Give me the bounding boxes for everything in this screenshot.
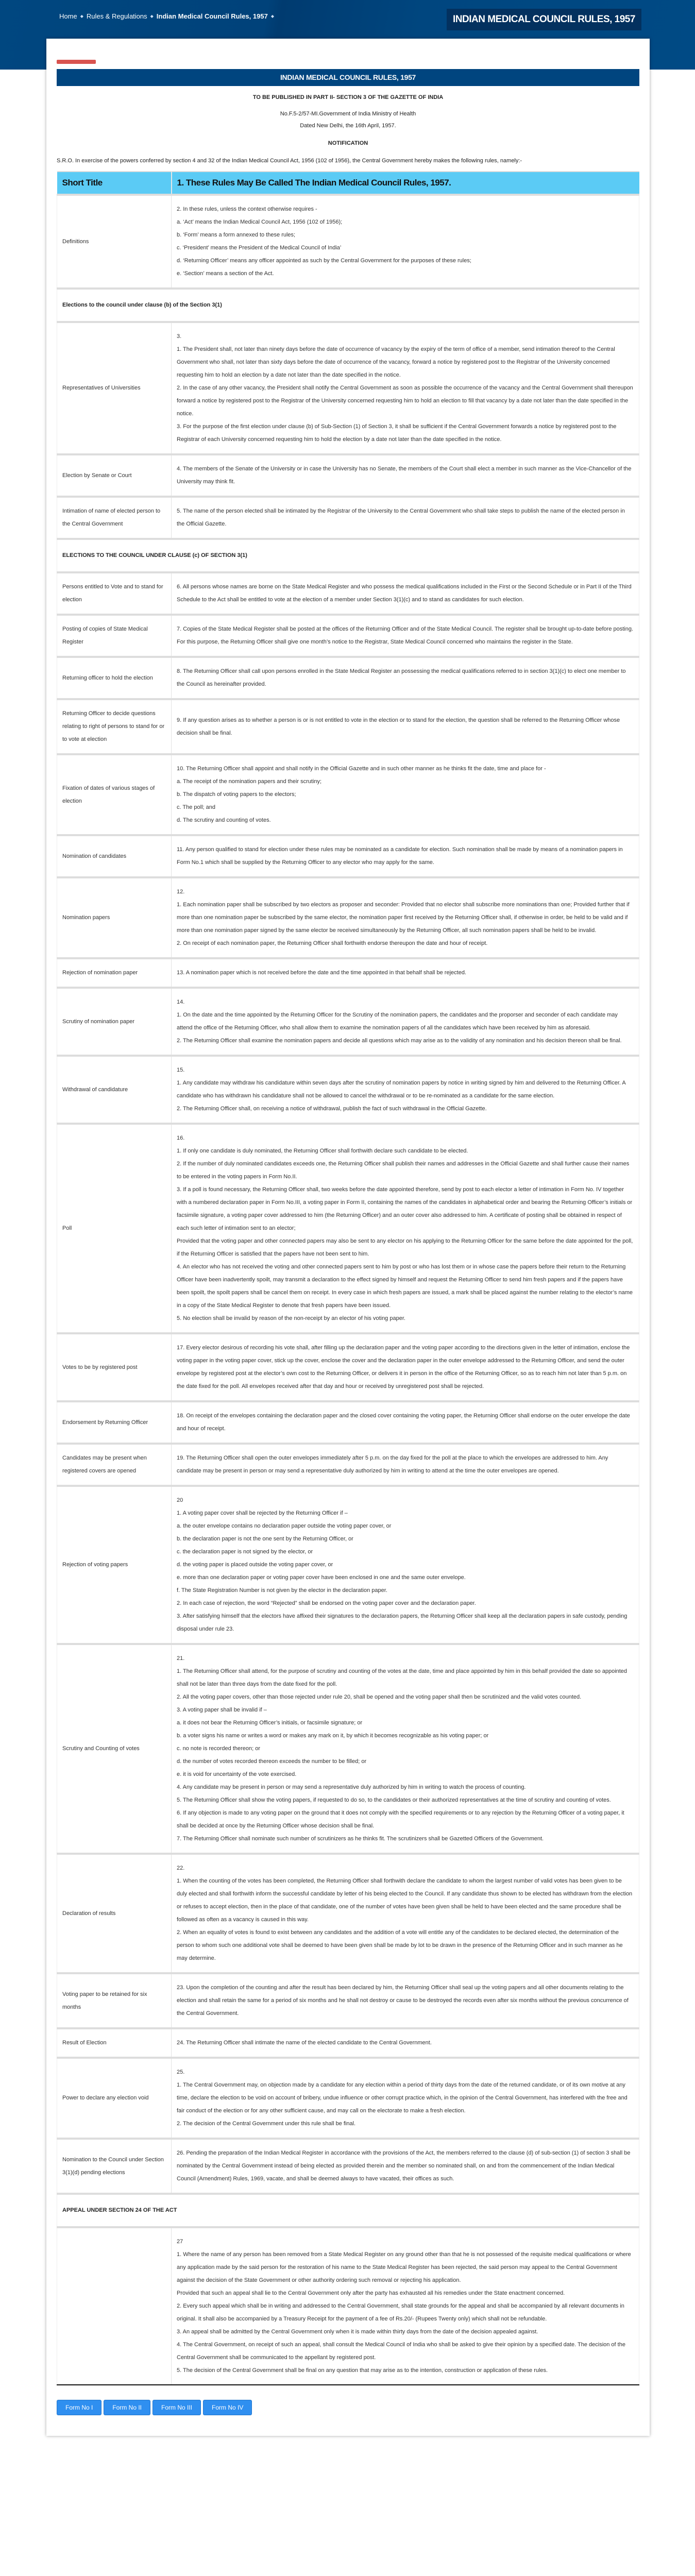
section-heading: ELECTIONS TO THE COUNCIL UNDER CLAUSE (c) OF SECTION 3(1) bbox=[57, 539, 639, 572]
rule-content bbox=[172, 322, 639, 454]
rule-paragraph: c. ‘President’ means the President of the Medical Council of India’ bbox=[177, 245, 342, 251]
table-row bbox=[57, 877, 639, 958]
rule-paragraph: c. no note is recorded thereon; or bbox=[177, 1745, 261, 1752]
rule-paragraph: 26. Pending the preparation of the Indian Medical Register in accordance with the provisions of the Act, the members referred to the clause (d) of sub-section (1) of section 3 shall be nominated by the Central Government instead of being elected as provided therein and the member so nominated shall, on and from the commencement of the Indian Medical Council (Amendment) Rules, 1969, vacate, and shall be deemed always to have vacated, their offices as such. bbox=[177, 2150, 631, 2182]
rule-paragraph: 2. The Returning Officer shall examine the nomination papers and decide all questions which may arise as to the validity of any nomination and his decision thereon shall be final. bbox=[177, 1038, 622, 1044]
rule-label: Endorsement by Returning Officer bbox=[57, 1401, 172, 1444]
rule-paragraph: 20 bbox=[177, 1497, 183, 1503]
rule-paragraph: 4. The members of the Senate of the University or in case the University has no Senate, the members of the Court shall elect a member in such manner as the Vice-Chancellor of the University may think fit. bbox=[177, 466, 632, 485]
breadcrumb bbox=[59, 12, 274, 20]
breadcrumb-separator-icon: ◆ bbox=[150, 14, 154, 19]
rule-paragraph: 7. The Returning Officer shall nominate such number of scrutinizers as he thinks fit. The scrutinizers shall be Gazetted Officers of the Government. bbox=[177, 1836, 544, 1842]
rule-label: Scrutiny of nomination paper bbox=[57, 988, 172, 1056]
rule-label: Nomination of candidates bbox=[57, 835, 172, 877]
rule-paragraph: 5. The decision of the Central Government shall be final on any question that may arise as to the intention, construction or application of these rules. bbox=[177, 2367, 548, 2374]
rule-paragraph: 21. bbox=[177, 1655, 185, 1662]
document-title: INDIAN MEDICAL COUNCIL RULES, 1957 bbox=[57, 69, 639, 86]
breadcrumb-separator-icon: ◆ bbox=[270, 14, 274, 19]
rule-paragraph: 4. An elector who has not received the voting and other connected papers sent to him by post or who has lost them or in whose case the papers before their return to the Returning Officer have been inadvertently spoilt, may transmit a declaration to the effect signed by himself and request the Returning Officer to send him fresh papers and if the papers have been spoilt, the spoilt papers shall be cancel them on receipt. In every case in which fresh papers are issued, a mark shall be placed against the number relating to the elector’s name in a copy of the State Medical Register to denote that fresh papers have been issued. bbox=[177, 1264, 633, 1309]
rule-paragraph: 3. For the purpose of the first election under clause (b) of Sub-Section (1) of Section 3, it shall be sufficient if the Central Government forwards a notice by registered post to the Registrar of each University concerned requesting him to hold the election by a date not later than the date specified in the notice. bbox=[177, 423, 617, 443]
rule-paragraph: 18. On receipt of the envelopes containing the declaration paper and the closed cover containing the voting paper, the Returning Officer shall endorse on the outer envelope the date and hour of receipt. bbox=[177, 1413, 630, 1432]
section-heading-row bbox=[57, 2194, 639, 2227]
rule-paragraph: 8. The Returning Officer shall call upon persons enrolled in the State Medical Register an possessing the medical qualifications referred to in section 3(1)(c) to elect one member to the Council as hereinafter provided. bbox=[177, 668, 626, 687]
rule-paragraph: 1. Each nomination paper shall be subscribed by two electors as proposer and seconder: Provided that no elector shall subscribe more nominations than one; Provided further that if more than one nomination paper be subscribed by the same elector, the nomination paper first received by the Returning Officer shall, if otherwise in order, be held to be valid and if more than one nomination paper signed by the same elector be received simultaneously by the Returning Officer, all such nomination papers shall be held to be invalid. bbox=[177, 902, 630, 934]
rule-label: Nomination to the Council under Section 3(1)(d) pending elections bbox=[57, 2139, 172, 2194]
rule-content bbox=[172, 195, 639, 289]
rule-content bbox=[172, 615, 639, 657]
table-row bbox=[57, 835, 639, 877]
rule-label: Candidates may be present when registered covers are opened bbox=[57, 1444, 172, 1486]
rule-paragraph: b. the declaration paper is not the one sent by the Returning Officer, or bbox=[177, 1536, 353, 1542]
rule-content bbox=[172, 835, 639, 877]
rule-label: Voting paper to be retained for six months bbox=[57, 1973, 172, 2028]
table-row bbox=[57, 1401, 639, 1444]
rule-paragraph: 1. The President shall, not later than ninety days before the date of occurrence of vacancy by the expiry of the term of office of a member, send intimation thereof to the Central Government who shall, not later than sixty days before the date of occurrence of the vacancy, forward a notice by registered post to the Registrar of the University concerned requesting him to hold an election by a date not later than the date specified in the notice. bbox=[177, 346, 615, 378]
rule-label: Votes to be by registered post bbox=[57, 1333, 172, 1401]
rule-label: Poll bbox=[57, 1124, 172, 1333]
rule-label: Persons entitled to Vote and to stand for election bbox=[57, 572, 172, 615]
form-button-1[interactable]: Form No I bbox=[57, 2400, 101, 2415]
rule-paragraph: 2. In these rules, unless the context otherwise requires - bbox=[177, 206, 317, 212]
rule-paragraph: 14. bbox=[177, 999, 185, 1005]
rule-paragraph: b. ‘Form’ means a form annexed to these rules; bbox=[177, 232, 296, 238]
rule-label: Scrutiny and Counting of votes bbox=[57, 1644, 172, 1854]
table-row bbox=[57, 699, 639, 754]
rule-content bbox=[172, 1644, 639, 1854]
section-heading-row bbox=[57, 539, 639, 572]
breadcrumb-rules[interactable]: Rules & Regulations bbox=[86, 12, 147, 20]
rule-label: Posting of copies of State Medical Register bbox=[57, 615, 172, 657]
rule-paragraph: e. it is void for uncertainty of the vote exercised. bbox=[177, 1771, 297, 1777]
table-row bbox=[57, 195, 639, 289]
rule-content bbox=[172, 657, 639, 699]
rule-paragraph: f. The State Registration Number is not given by the elector in the declaration paper. bbox=[177, 1587, 387, 1594]
rule-label: Fixation of dates of various stages of election bbox=[57, 754, 172, 835]
rule-label: Definitions bbox=[57, 195, 172, 289]
rule-paragraph: 16. bbox=[177, 1135, 185, 1141]
table-row bbox=[57, 1973, 639, 2028]
rule-paragraph: a. The receipt of the nomination papers and their scrutiny; bbox=[177, 778, 322, 785]
rule-paragraph: 10. The Returning Officer shall appoint and shall notify in the Official Gazette and in such other manner as he thinks fit the date, time and place for - bbox=[177, 766, 546, 772]
rule-content bbox=[172, 454, 639, 497]
rule-paragraph: 3. If a poll is found necessary, the Returning Officer shall, two weeks before the date appointed therefore, send by post to each elector a letter of intimation in Form No. IV together with a numbered declaration paper in Form No.III, a voting paper in Form II, containing the names of the candidates in alphabetical order and bearing the Returning Officer’s initials or facsimile signature, a voting paper cover addressed to him (the Returning Officer) and an outer cover also addressed to him. A certificate of posting shall be obtained in respect of each such letter of intimation sent to an elector; bbox=[177, 1187, 633, 1231]
rule-paragraph: 2. If the number of duly nominated candidates exceeds one, the Returning Officer shall publish their names and addresses in the Official Gazette and shall further cause their names to be entered in the voting papers in Form No.II. bbox=[177, 1161, 630, 1180]
table-row bbox=[57, 657, 639, 699]
form-button-2[interactable]: Form No II bbox=[104, 2400, 150, 2415]
rule-paragraph: 2. When an equality of votes is found to exist between any candidates and the addition of a vote will entitle any of the candidates to be declared elected, the determination of the person to whom such one additional vote shall be deemed to have been given shall be made by lot to be drawn in the presence of the Returning Officer and in such manner as he may determine. bbox=[177, 1929, 623, 1961]
rule-content bbox=[172, 1486, 639, 1644]
rule-content bbox=[172, 699, 639, 754]
rule-label: Representatives of Universities bbox=[57, 322, 172, 454]
rule-paragraph: d. ‘Returning Officer’ means any officer appointed as such by the Central Government for the purposes of these rules; bbox=[177, 258, 471, 264]
table-row bbox=[57, 2028, 639, 2058]
rule-paragraph: b. a voter signs his name or writes a word or makes any mark on it, by which it becomes recognizable as his voting paper; or bbox=[177, 1733, 489, 1739]
table-row bbox=[57, 322, 639, 454]
form-button-4[interactable]: Form No IV bbox=[203, 2400, 252, 2415]
rule-paragraph: 6. If any objection is made to any voting paper on the ground that it does not comply with the specified requirements or to any rejection by the Returning Officer of a voting paper, it shall be decided at once by the Returning Officer whose decision shall be final. bbox=[177, 1810, 624, 1829]
breadcrumb-home[interactable]: Home bbox=[59, 12, 77, 20]
rule-paragraph: 2. On receipt of each nomination paper, the Returning Officer shall forthwith endorse thereupon the date and hour of receipt. bbox=[177, 940, 488, 946]
rule-paragraph: 3. bbox=[177, 333, 182, 340]
rule-paragraph: 2. The decision of the Central Government under this rule shall be final. bbox=[177, 2121, 356, 2127]
rule-paragraph: a. it does not bear the Returning Officer’s initials, or facsimile signature; or bbox=[177, 1720, 363, 1726]
rule-paragraph: 1. Where the name of any person has been removed from a State Medical Register on any ground other than that he is not possessed of the requisite medical qualifications or where any application made by the said person for the restoration of his name to the State Medical Register has been rejected, the said person may appeal to the Central Government against the decision of the State Government or other authority ordering such removal or rejecting his application. bbox=[177, 2251, 631, 2283]
table-row bbox=[57, 1644, 639, 1854]
rule-label: Declaration of results bbox=[57, 1854, 172, 1973]
rule-content bbox=[172, 1333, 639, 1401]
rule-content bbox=[172, 1401, 639, 1444]
accent-bar bbox=[57, 60, 96, 64]
rule-paragraph: 1. A voting paper cover shall be rejected by the Returning Officer if – bbox=[177, 1510, 348, 1516]
table-row bbox=[57, 615, 639, 657]
rule-paragraph: 3. A voting paper shall be invalid if – bbox=[177, 1707, 267, 1713]
rules-table bbox=[57, 171, 639, 2385]
rule-paragraph: 24. The Returning Officer shall intimate the name of the elected candidate to the Central Government. bbox=[177, 2040, 432, 2046]
table-header-row bbox=[57, 172, 639, 195]
rule-paragraph: 2. Every such appeal which shall be in writing and addressed to the Central Government, shall state grounds for the appeal and shall be accompanied by all relevant documents in original. It shall also be accompanied by a Treasury Receipt for the payment of a fee of Rs.20/- (Rupees Twenty only) which shall not be refundable. bbox=[177, 2303, 624, 2322]
header-short-title: Short Title bbox=[57, 172, 172, 195]
rule-paragraph: 2. All the voting paper covers, other than those rejected under rule 20, shall be opened and the voting paper shall then be scrutinized and the valid votes counted. bbox=[177, 1694, 582, 1700]
table-row bbox=[57, 2227, 639, 2385]
rule-paragraph: c. The poll; and bbox=[177, 804, 216, 810]
rule-paragraph: 2. In the case of any other vacancy, the President shall notify the Central Government as soon as possible the occurrence of the vacancy and the Central Government shall thereupon forward a notice by registered post to the Registrar of the University concerned requesting him to hold an election to fill that vacancy by a date not later than the date specified in the notice. bbox=[177, 385, 633, 417]
rule-paragraph: 12. bbox=[177, 889, 185, 895]
table-row bbox=[57, 988, 639, 1056]
table-row bbox=[57, 1444, 639, 1486]
rule-content bbox=[172, 1444, 639, 1486]
breadcrumb-current: Indian Medical Council Rules, 1957 bbox=[156, 12, 268, 20]
form-button-3[interactable]: Form No III bbox=[152, 2400, 201, 2415]
rule-label: Rejection of nomination paper bbox=[57, 958, 172, 988]
rule-paragraph: 3. After satisfying himself that the electors have affixed their signatures to the declaration papers, the Returning Officer shall keep all the declaration papers in safe custody, pending disposal under rule 23. bbox=[177, 1613, 628, 1632]
breadcrumb-separator-icon: ◆ bbox=[80, 14, 83, 19]
rule-paragraph: 23. Upon the completion of the counting and after the result has been declared by him, the Returning Officer shall seal up the voting papers and all other documents relating to the election and shall retain the same for a period of six months and he shall not destroy or cause to be destroyed the records even after six months without the previous concurrence of the Central Government. bbox=[177, 1985, 629, 2016]
rule-paragraph: c. the declaration paper is not signed by the elector, or bbox=[177, 1549, 313, 1555]
section-heading: APPEAL UNDER SECTION 24 OF THE ACT bbox=[57, 2194, 639, 2227]
rule-paragraph: 2. In each case of rejection, the word “Rejected” shall be endorsed on the voting paper cover and the declaration paper. bbox=[177, 1600, 476, 1606]
rule-content bbox=[172, 877, 639, 958]
table-row bbox=[57, 2058, 639, 2139]
header-rule-1: 1. These Rules May Be Called The Indian Medical Council Rules, 1957. bbox=[172, 172, 639, 195]
rule-paragraph: 13. A nomination paper which is not received before the date and the time appointed in that behalf shall be rejected. bbox=[177, 970, 466, 976]
sro-text: S.R.O. In exercise of the powers conferred by section 4 and 32 of the Indian Medical Council Act, 1956 (102 of 1956), the Central Government hereby makes the following rules, namely:- bbox=[57, 158, 522, 164]
rule-paragraph: 15. bbox=[177, 1067, 185, 1073]
rule-paragraph: d. the voting paper is placed outside the voting paper cover, or bbox=[177, 1562, 333, 1568]
rule-paragraph: b. The dispatch of voting papers to the electors; bbox=[177, 791, 296, 798]
rule-paragraph: 1. The Central Government may, on objection made by a candidate for any election within a period of thirty days from the date of the returned candidate, or of its own motive at any time, declare the election to be void on account of bribery, undue influence or other corrupt practice which, in the opinion of the Central Government, has interfered with the free and fair conduct of the election or for any other sufficient cause, and may call on the electorate to make a fresh election. bbox=[177, 2082, 628, 2114]
rule-paragraph: 5. The Returning Officer shall show the voting papers, if requested to do so, to the candidates or their authorized representatives at the time of scrutiny and counting of votes. bbox=[177, 1797, 611, 1803]
rule-paragraph: 17. Every elector desirous of recording his vote shall, after filling up the declaration paper and the voting paper according to the directions given in the letter of intimation, enclose the voting paper in the voting paper cover, stick up the cover, enclose the cover and the declaration paper in the outer envelope addressed to the Returning Officer, and send the outer envelope by registered post at the elector’s own cost to the Returning Officer, or delivers it in person in the office of the Returning Officer, so as to reach him not later than 5 p.m. on the date fixed for the poll. All envelopes received after that day and hour or received by unregistered post shall be rejected. bbox=[177, 1345, 630, 1389]
rule-paragraph: 1. Any candidate may withdraw his candidature within seven days after the scrutiny of nomination papers by notice in writing signed by him and delivered to the Returning Officer. A candidate who has withdrawn his candidature shall not be allowed to cancel the withdrawal or to be re-nominated as a candidate for the same election. bbox=[177, 1080, 626, 1099]
rule-content bbox=[172, 2227, 639, 2385]
rule-paragraph: 6. All persons whose names are borne on the State Medical Register and who possess the medical qualifications included in the First or the Second Schedule or in Part II of the Third Schedule to the Act shall be entitled to vote at the election of a member under Section 3(1)(c) and to stand as candidates for such election. bbox=[177, 584, 632, 603]
content-card bbox=[46, 39, 650, 2436]
rule-paragraph: 1. On the date and the time appointed by the Returning Officer for the Scrutiny of the nomination papers, the candidates and the proporser and seconder of each candidate may attend the office of the Returning Officer, who shall allow them to examine the nomination papers of all the candidates which have been received by him as aforesaid. bbox=[177, 1012, 618, 1031]
form-buttons bbox=[57, 2400, 639, 2415]
rule-content bbox=[172, 958, 639, 988]
rule-content bbox=[172, 1056, 639, 1124]
rule-paragraph: 3. An appeal shall be admitted by the Central Government only when it is made within thirty days from the date of the decision appealed against. bbox=[177, 2329, 538, 2335]
rule-label: Withdrawal of candidature bbox=[57, 1056, 172, 1124]
rule-content bbox=[172, 1973, 639, 2028]
rule-paragraph: 1. If only one candidate is duly nominated, the Returning Officer shall forthwith declare such candidate to be elected. bbox=[177, 1148, 468, 1154]
rule-label bbox=[57, 2227, 172, 2385]
table-row bbox=[57, 1486, 639, 1644]
rule-content bbox=[172, 497, 639, 539]
page-title: INDIAN MEDICAL COUNCIL RULES, 1957 bbox=[447, 9, 641, 30]
rule-label: Intimation of name of elected person to the Central Government bbox=[57, 497, 172, 539]
rule-paragraph: 7. Copies of the State Medical Register shall be posted at the offices of the Returning Officer and of the State Medical Council. The register shall be brought up-to-date before posting. For this purpose, the Returning Officer shall give one month’s notice to the Registrar, State Medical Council concerned who maintains the register in the State. bbox=[177, 626, 634, 645]
rule-paragraph: 1. When the counting of the votes has been completed, the Returning Officer shall forthwith declare the candidate to whom the largest number of valid votes has been given to be duly elected and shall forthwith inform the successful candidate by letter of his being elected to the Council. If any candidate thus shown to be elected has withdrawn from the election or refuses to accept election, then in the place of that candidate, one of the number of votes have been given shall be held to have been elected and the same procedure shall be followed as often as a vacancy is caused in this way. bbox=[177, 1878, 633, 1923]
section-heading-row bbox=[57, 289, 639, 322]
rule-paragraph: d. the number of votes recorded thereon exceeds the number to be filled; or bbox=[177, 1758, 367, 1765]
rule-content bbox=[172, 754, 639, 835]
date-line: Dated New Delhi, the 16th April, 1957. bbox=[300, 123, 396, 129]
rule-paragraph: 2. The Returning Officer shall, on receiving a notice of withdrawal, publish the fact of such withdrawal in the Official Gazette. bbox=[177, 1106, 487, 1112]
rule-label: Returning Officer to decide questions relating to right of persons to stand for or to vote at election bbox=[57, 699, 172, 754]
table-row bbox=[57, 754, 639, 835]
rule-content bbox=[172, 1124, 639, 1333]
table-row bbox=[57, 1854, 639, 1973]
rule-content bbox=[172, 1854, 639, 1973]
notification-heading: NOTIFICATION bbox=[328, 140, 368, 146]
rule-label: Rejection of voting papers bbox=[57, 1486, 172, 1644]
section-heading: Elections to the council under clause (b) of the Section 3(1) bbox=[57, 289, 639, 322]
rule-paragraph: d. The scrutiny and counting of votes. bbox=[177, 817, 271, 823]
rule-paragraph: 27 bbox=[177, 2239, 183, 2245]
table-row bbox=[57, 958, 639, 988]
table-body bbox=[57, 195, 639, 2385]
rule-paragraph: 9. If any question arises as to whether a person is or is not entitled to vote in the election or to stand for the election, the question shall be referred to the Returning Officer whose decision shall be final. bbox=[177, 717, 620, 736]
rule-paragraph: 25. bbox=[177, 2069, 185, 2075]
table-row bbox=[57, 572, 639, 615]
rule-content bbox=[172, 988, 639, 1056]
rule-paragraph: 22. bbox=[177, 1865, 185, 1871]
rule-paragraph: 5. No election shall be invalid by reason of the non-receipt by an elector of his voting paper. bbox=[177, 1315, 405, 1321]
table-row bbox=[57, 1333, 639, 1401]
rule-content bbox=[172, 2058, 639, 2139]
table-row bbox=[57, 1056, 639, 1124]
table-row bbox=[57, 497, 639, 539]
rule-paragraph: e. ‘Section’ means a section of the Act. bbox=[177, 270, 274, 277]
rule-paragraph: 11. Any person qualified to stand for election under these rules may be nominated as a candidate for election. Such nomination shall be made by means of a nomination papers in Form No.1 which shall be supplied by the Returning Officer to any elector who may apply for the same. bbox=[177, 846, 623, 866]
rule-label: Nomination papers bbox=[57, 877, 172, 958]
rule-label: Result of Election bbox=[57, 2028, 172, 2058]
rule-paragraph: Provided that such an appeal shall lie to the Central Government only after the party has exhausted all his remedies under the State enactment concerned. bbox=[177, 2290, 565, 2296]
rule-paragraph: Provided that the voting paper and other connected papers may also be sent to any elector on his applying to the Returning Officer for the same before the date appointed for the poll, if the Returning Officer is satisfied that the papers have not been sent to him. bbox=[177, 1238, 633, 1257]
table-row bbox=[57, 2139, 639, 2194]
rule-paragraph: a. the outer envelope contains no declaration paper outside the voting paper cover, or bbox=[177, 1523, 392, 1529]
rule-content bbox=[172, 2028, 639, 2058]
rule-label: Power to declare any election void bbox=[57, 2058, 172, 2139]
reference-number: No.F.5-2/57-MI.Government of India Ministry of Health bbox=[280, 111, 416, 117]
rule-paragraph: 4. The Central Government, on receipt of such an appeal, shall consult the Medical Council of India who shall be asked to give their opinion by a specified date. The decision of the Central Government shall be communicated to the appellant by registered post. bbox=[177, 2342, 625, 2361]
rule-paragraph: 5. The name of the person elected shall be intimated by the Registrar of the University to the Central Government who shall take steps to publish the name of the elected person in the Official Gazette. bbox=[177, 508, 625, 527]
rule-label: Election by Senate or Court bbox=[57, 454, 172, 497]
rule-paragraph: e. more than one declaration paper or voting paper cover have been enclosed in one and the same outer envelope. bbox=[177, 1574, 466, 1581]
rule-content bbox=[172, 2139, 639, 2194]
table-row bbox=[57, 1124, 639, 1333]
rule-paragraph: 1. The Returning Officer shall attend, for the purpose of scrutiny and counting of the votes at the date, time and place appointed by him in this behalf provided the date so appointed shall not be later than three days from the date fixed for the poll. bbox=[177, 1668, 628, 1687]
rule-paragraph: 4. Any candidate may be present in person or may send a representative duly authorized by him in writing to watch the process of counting. bbox=[177, 1784, 526, 1790]
rule-label: Returning officer to hold the election bbox=[57, 657, 172, 699]
rule-paragraph: 19. The Returning Officer shall open the outer envelopes immediately after 5 p.m. on the day fixed for the poll at the place to which the envelopes are addressed to him. Any candidate may be present in person or may send a representative duly authorized by him in writing to attend at the time the outer envelopes are opened. bbox=[177, 1455, 608, 1474]
rule-content bbox=[172, 572, 639, 615]
gazette-heading: TO BE PUBLISHED IN PART II- SECTION 3 OF THE GAZETTE OF INDIA bbox=[252, 94, 444, 100]
table-row bbox=[57, 454, 639, 497]
rule-paragraph: a. ‘Act’ means the Indian Medical Council Act, 1956 (102 of 1956); bbox=[177, 219, 343, 225]
